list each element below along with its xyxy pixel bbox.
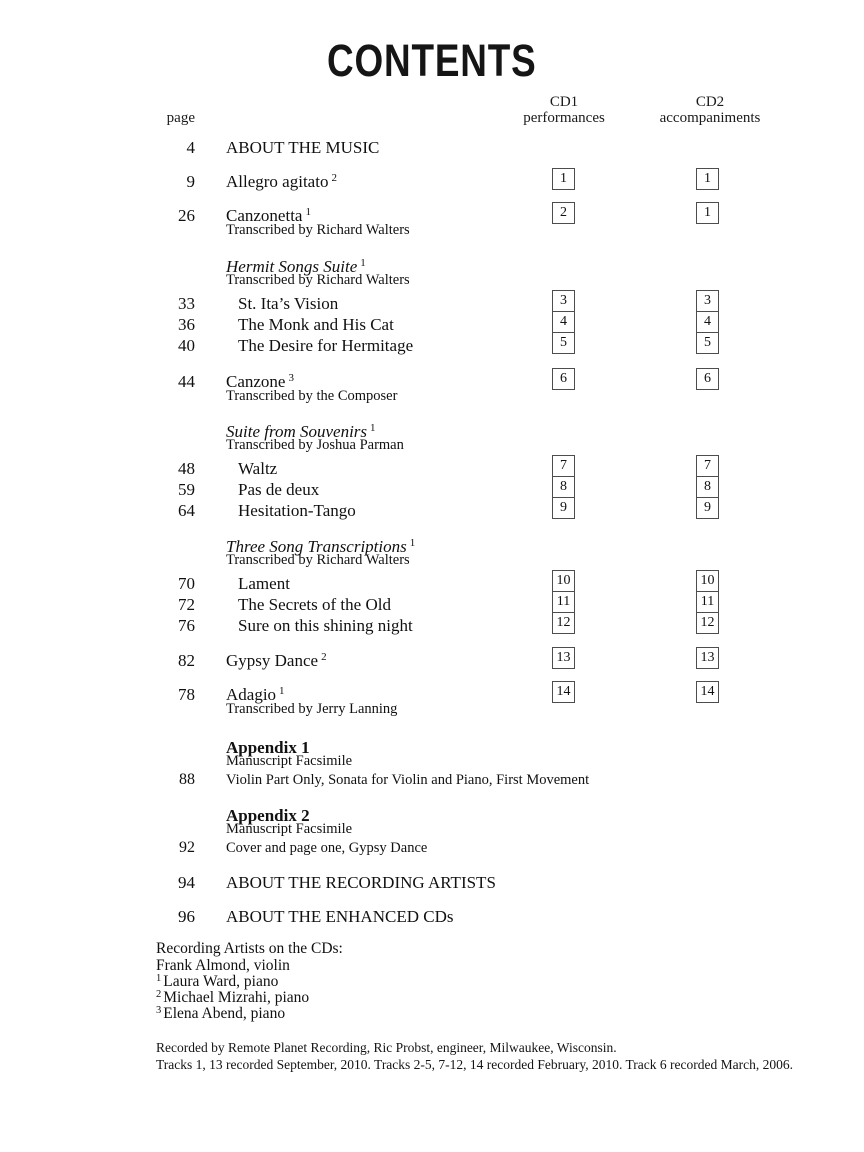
cd2-track-box: 10 [696, 570, 719, 592]
cd2-track-box: 12 [696, 612, 719, 634]
toc-entry-row [0, 573, 864, 595]
entry-title [238, 479, 319, 500]
entry-title [238, 615, 413, 636]
page-title: CONTENTS [327, 35, 537, 86]
entry-title-text: Hermit Songs Suite [226, 257, 358, 276]
pianist-footnote-ref: 2 [156, 989, 162, 1000]
page-number: 48 [178, 459, 195, 478]
cd1-sublabel: performances [523, 110, 605, 126]
toc-entry-row [0, 458, 864, 480]
cd2-track-box: 9 [696, 497, 719, 519]
pianist-footnote-ref: 1 [279, 685, 285, 697]
entry-title-text: Adagio [226, 685, 277, 704]
cd1-track-box: 6 [552, 368, 575, 390]
entry-title [238, 335, 413, 356]
toc-entry-row [0, 594, 864, 616]
entry-title [226, 650, 327, 674]
cd2-column-header [625, 94, 795, 126]
entry-title-text: Allegro agitato [226, 172, 329, 191]
cd2-sublabel: accompaniments [659, 110, 761, 126]
page-number: 36 [178, 315, 195, 334]
page-number: 4 [186, 138, 195, 157]
entry-title-text: Sure on this shining night [238, 616, 413, 635]
entry-title [238, 458, 277, 479]
toc-entry-row [0, 737, 864, 788]
entry-title-text: The Secrets of the Old [238, 595, 391, 614]
transcriber-note: Transcribed by Richard Walters [226, 552, 410, 568]
cd1-track-box: 2 [552, 202, 575, 224]
cd1-track-box: 13 [552, 647, 575, 669]
entry-title-text: St. Ita’s Vision [238, 294, 339, 313]
cd2-track-box: 7 [696, 455, 719, 477]
page-number: 96 [178, 907, 195, 926]
recording-artist [156, 1006, 285, 1024]
entry-title-text: Pas de deux [238, 480, 320, 499]
appendix-subtitle: Manuscript Facsimile [226, 753, 353, 769]
appendix-description: Violin Part Only, Sonata for Violin and Piano, First Movement [226, 772, 590, 788]
entry-title [226, 171, 337, 195]
recording-fine-print: Tracks 1, 13 recorded September, 2010. Tracks 2-5, 7-12, 14 recorded February, 2010. Track 6 recorded March, 2006. [156, 1057, 793, 1072]
entry-title-text: Three Song Transcriptions [226, 537, 407, 556]
page-number: 64 [178, 501, 195, 520]
toc-group-row [0, 536, 864, 568]
cd2-track-box: 14 [696, 681, 719, 703]
artist-name: Laura Ward, piano [163, 973, 279, 990]
entry-title [238, 573, 290, 594]
page-number: 44 [178, 372, 195, 391]
entry-title-text: Gypsy Dance [226, 651, 319, 670]
entry-title [238, 314, 394, 335]
entry-title-text: ABOUT THE ENHANCED CDs [226, 907, 454, 926]
toc-group-row [0, 256, 864, 288]
pianist-footnote-ref: 3 [156, 1005, 162, 1016]
entry-title-text: Suite from Souvenirs [226, 422, 368, 441]
toc-entry-row [0, 137, 864, 159]
cd1-track-box: 4 [552, 311, 575, 333]
entry-title-text: The Desire for Hermitage [238, 336, 414, 355]
pianist-footnote-ref: 1 [156, 973, 162, 984]
transcriber-note: Transcribed by the Composer [226, 388, 398, 404]
cd1-track-box: 7 [552, 455, 575, 477]
cd2-track-box: 4 [696, 311, 719, 333]
cd2-label: CD2 [695, 94, 725, 110]
page-number: 40 [178, 336, 195, 355]
entry-title [238, 293, 338, 314]
transcriber-note: Transcribed by Richard Walters [226, 222, 410, 238]
cd1-label: CD1 [549, 94, 579, 110]
pianist-footnote-ref: 1 [409, 537, 416, 549]
artist-name: Michael Mizrahi, piano [163, 989, 310, 1006]
recording-fine-print: Recorded by Remote Planet Recording, Ric Probst, engineer, Milwaukee, Wisconsin. [156, 1040, 617, 1055]
cd1-track-box: 12 [552, 612, 575, 634]
toc-entry-row [0, 684, 864, 717]
recording-artists-heading: Recording Artists on the CDs: [156, 940, 343, 957]
entry-title [226, 872, 496, 893]
cd2-track-box: 1 [696, 168, 719, 190]
pianist-footnote-ref: 3 [288, 372, 294, 384]
toc-entry-row [0, 906, 864, 928]
toc-entry-row [0, 479, 864, 501]
entry-title-text: Canzone [226, 372, 286, 391]
page-number: 82 [178, 651, 195, 670]
page-number: 26 [178, 206, 195, 225]
appendix-description: Cover and page one, Gypsy Dance [226, 840, 428, 856]
cd1-track-box: 3 [552, 290, 575, 312]
cd2-track-box: 8 [696, 476, 719, 498]
page-number: 88 [179, 771, 195, 788]
entry-title-text: Waltz [238, 459, 278, 478]
page-column-label: page [166, 110, 195, 126]
entry-title-text: Appendix 1 [226, 738, 310, 757]
entry-title-text: ABOUT THE RECORDING ARTISTS [226, 873, 496, 892]
cd1-track-box: 10 [552, 570, 575, 592]
entry-title [238, 594, 391, 615]
toc-entry-row [0, 205, 864, 238]
cd2-track-box: 3 [696, 290, 719, 312]
cd2-track-box: 6 [696, 368, 719, 390]
pianist-footnote-ref: 1 [305, 206, 311, 218]
pianist-footnote-ref: 2 [331, 172, 337, 184]
toc-group-row [0, 421, 864, 453]
toc-entry-row [0, 314, 864, 336]
cd1-track-box: 5 [552, 332, 575, 354]
transcriber-note: Transcribed by Joshua Parman [226, 437, 404, 453]
toc-entry-row [0, 371, 864, 404]
toc-entry-row [0, 650, 864, 672]
toc-entry-row [0, 805, 864, 856]
page-number: 92 [179, 839, 195, 856]
entry-title [226, 137, 379, 158]
cd2-track-box: 1 [696, 202, 719, 224]
entry-title-text: Canzonetta [226, 206, 303, 225]
toc-entry-row [0, 500, 864, 522]
cd1-track-box: 14 [552, 681, 575, 703]
pianist-footnote-ref: 2 [321, 651, 327, 663]
cd1-track-box: 8 [552, 476, 575, 498]
appendix-subtitle: Manuscript Facsimile [226, 821, 353, 837]
recording-artist [156, 958, 290, 974]
page-number: 94 [178, 873, 195, 892]
entry-title-text: Hesitation-Tango [238, 501, 356, 520]
toc-entry-row [0, 335, 864, 357]
toc-entry-row [0, 293, 864, 315]
cd1-column-header [479, 94, 649, 126]
entry-title-text: Appendix 2 [226, 806, 310, 825]
toc-entry-row [0, 615, 864, 637]
entry-title-text: ABOUT THE MUSIC [226, 138, 380, 157]
page-number: 33 [178, 294, 195, 313]
pianist-footnote-ref: 1 [360, 257, 366, 269]
page-number: 70 [178, 574, 195, 593]
cd2-track-box: 13 [696, 647, 719, 669]
toc-entry-row [0, 872, 864, 894]
transcriber-note: Transcribed by Jerry Lanning [226, 701, 398, 717]
entry-title [226, 906, 453, 927]
transcriber-note: Transcribed by Richard Walters [226, 272, 410, 288]
toc-entry-row [0, 171, 864, 193]
page-number: 72 [178, 595, 195, 614]
artist-name: Frank Almond, violin [156, 957, 290, 974]
cd1-track-box: 11 [552, 591, 575, 613]
page-number: 59 [178, 480, 195, 499]
entry-title-text: Lament [238, 574, 290, 593]
cd2-track-box: 11 [696, 591, 719, 613]
pianist-footnote-ref: 1 [370, 422, 376, 434]
cd1-track-box: 9 [552, 497, 575, 519]
cd1-track-box: 1 [552, 168, 575, 190]
page-number: 76 [178, 616, 195, 635]
entry-title-text: The Monk and His Cat [238, 315, 394, 334]
artist-name: Elena Abend, piano [163, 1005, 286, 1022]
cd2-track-box: 5 [696, 332, 719, 354]
entry-title [238, 500, 356, 521]
page-number: 9 [186, 172, 195, 191]
page-number: 78 [178, 685, 195, 704]
